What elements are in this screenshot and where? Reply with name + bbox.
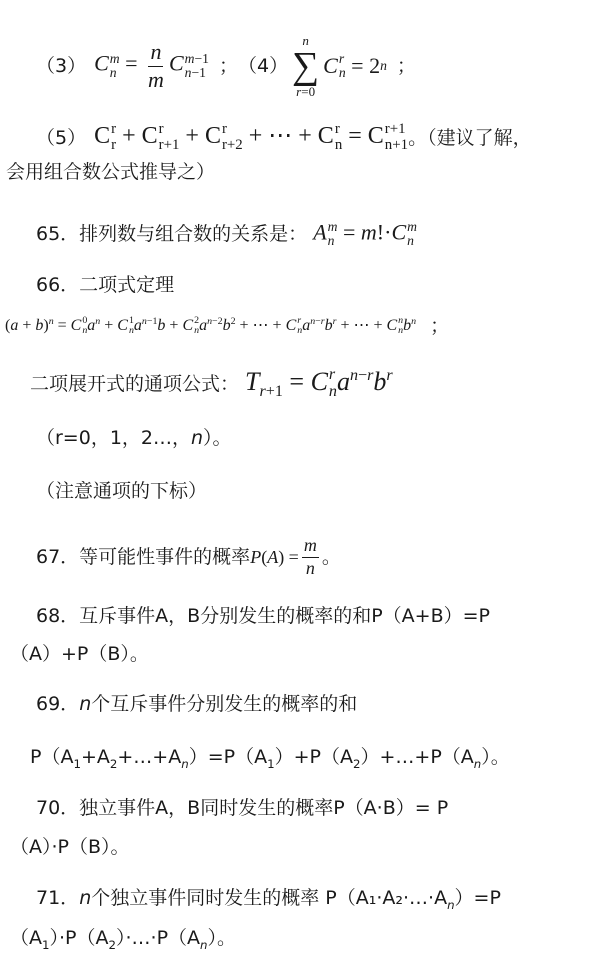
- formula-67: P ( A ) = $\frac{m}{n}$: [250, 534, 317, 578]
- formula-5-row: [36, 120, 532, 156]
- end-semicolon: ；: [396, 54, 416, 77]
- formula-4: n ∑ r=0 C r n = 2 n: [292, 33, 387, 99]
- item-5-label: （5）: [36, 126, 87, 149]
- formula-65: A m n = m!·C m n: [313, 218, 417, 248]
- item-69-formula: $P(A_1+A_2+\dots+A_n)=P(A_1)+P(A_2)+\dots+P(A_n)$。: [30, 746, 510, 771]
- item-65: [36, 216, 417, 252]
- item-68-line1: 68．互斥事件A，B分别发生的概率的和P（A+B）=P: [36, 605, 490, 627]
- item-4-label: （4）: [237, 54, 289, 77]
- formula-3-4: [36, 33, 416, 99]
- item-71-var: n: [79, 887, 92, 909]
- item-71-rest: 个独立事件同时发生的概率 P（A₁·A₂·…·A: [91, 887, 448, 909]
- item-66-expansion: [5, 311, 449, 341]
- item-70-line2: （A）·P（B）。: [10, 836, 130, 858]
- item-71-num: 71．: [36, 887, 80, 909]
- binomial-expansion: $(a + b)^n = C$ 0 n $a^n + C$ 1 n $a^{n-1}b + C$ 2 n $a^{n-2}b^2$ + ⋯ + C r n $a^{n-r}b^r$ + ⋯ + C n n $b^n$: [5, 314, 417, 336]
- general-term-label: 二项展开式的通项公式：: [30, 372, 240, 395]
- item-66-general-term: [30, 364, 393, 404]
- item-65-text: 65．排列数与组合数的关系是：: [36, 222, 308, 245]
- range-close: ）。: [203, 427, 232, 449]
- item-69-num: 69．: [36, 693, 80, 715]
- item-70-line1: 70．独立事件A，B同时发生的概率P（A·B）= P: [36, 797, 449, 819]
- item-67-text: 67．等可能性事件的概率: [36, 545, 251, 568]
- separator: ；: [218, 54, 238, 77]
- item-71-formula: $(A_1)\cdot P(A_2)\cdot\dots\cdot P(A_n)$。: [10, 927, 237, 952]
- general-term-formula: $T_{r+1} = C$ r n $a^{n-r}b^r$: [245, 366, 393, 401]
- item-66-range: [36, 429, 232, 448]
- item-71: 71．n个独立事件同时发生的概率 $P(A_1\cdot A_2\cdot\dots\cdot A_n)=P$: [36, 887, 501, 912]
- item-5-note: 。（建议了解，: [408, 126, 532, 149]
- item-69-var: n: [79, 693, 92, 715]
- item-69: [36, 695, 357, 714]
- item-69-rest: 个互斥事件分别发生的概率的和: [91, 693, 358, 715]
- item-5-note-cont: 会用组合数公式推导之）: [6, 161, 216, 183]
- item-67-end: 。: [321, 545, 341, 568]
- item-66-note: （注意通项的下标）: [36, 480, 208, 502]
- item-67: [36, 534, 341, 580]
- item-3-label: （3）: [36, 54, 87, 77]
- item-71-rest-end: ）=P: [454, 887, 501, 909]
- expansion-end: ；: [430, 314, 450, 337]
- formula-3: C m n = $\frac{n}{m}$ C m−1 n−1: [94, 39, 209, 92]
- item-66-title: 66．二项式定理: [36, 274, 175, 296]
- formula-5: C r r + C r r+1 + C r r+2 + ⋯ + C r n = C r+1 n+1: [94, 121, 409, 153]
- range-var: n: [191, 427, 204, 449]
- item-68-line2: （A）+P（B）。: [10, 643, 149, 665]
- range-open: （r=0，1，2…，: [36, 427, 191, 449]
